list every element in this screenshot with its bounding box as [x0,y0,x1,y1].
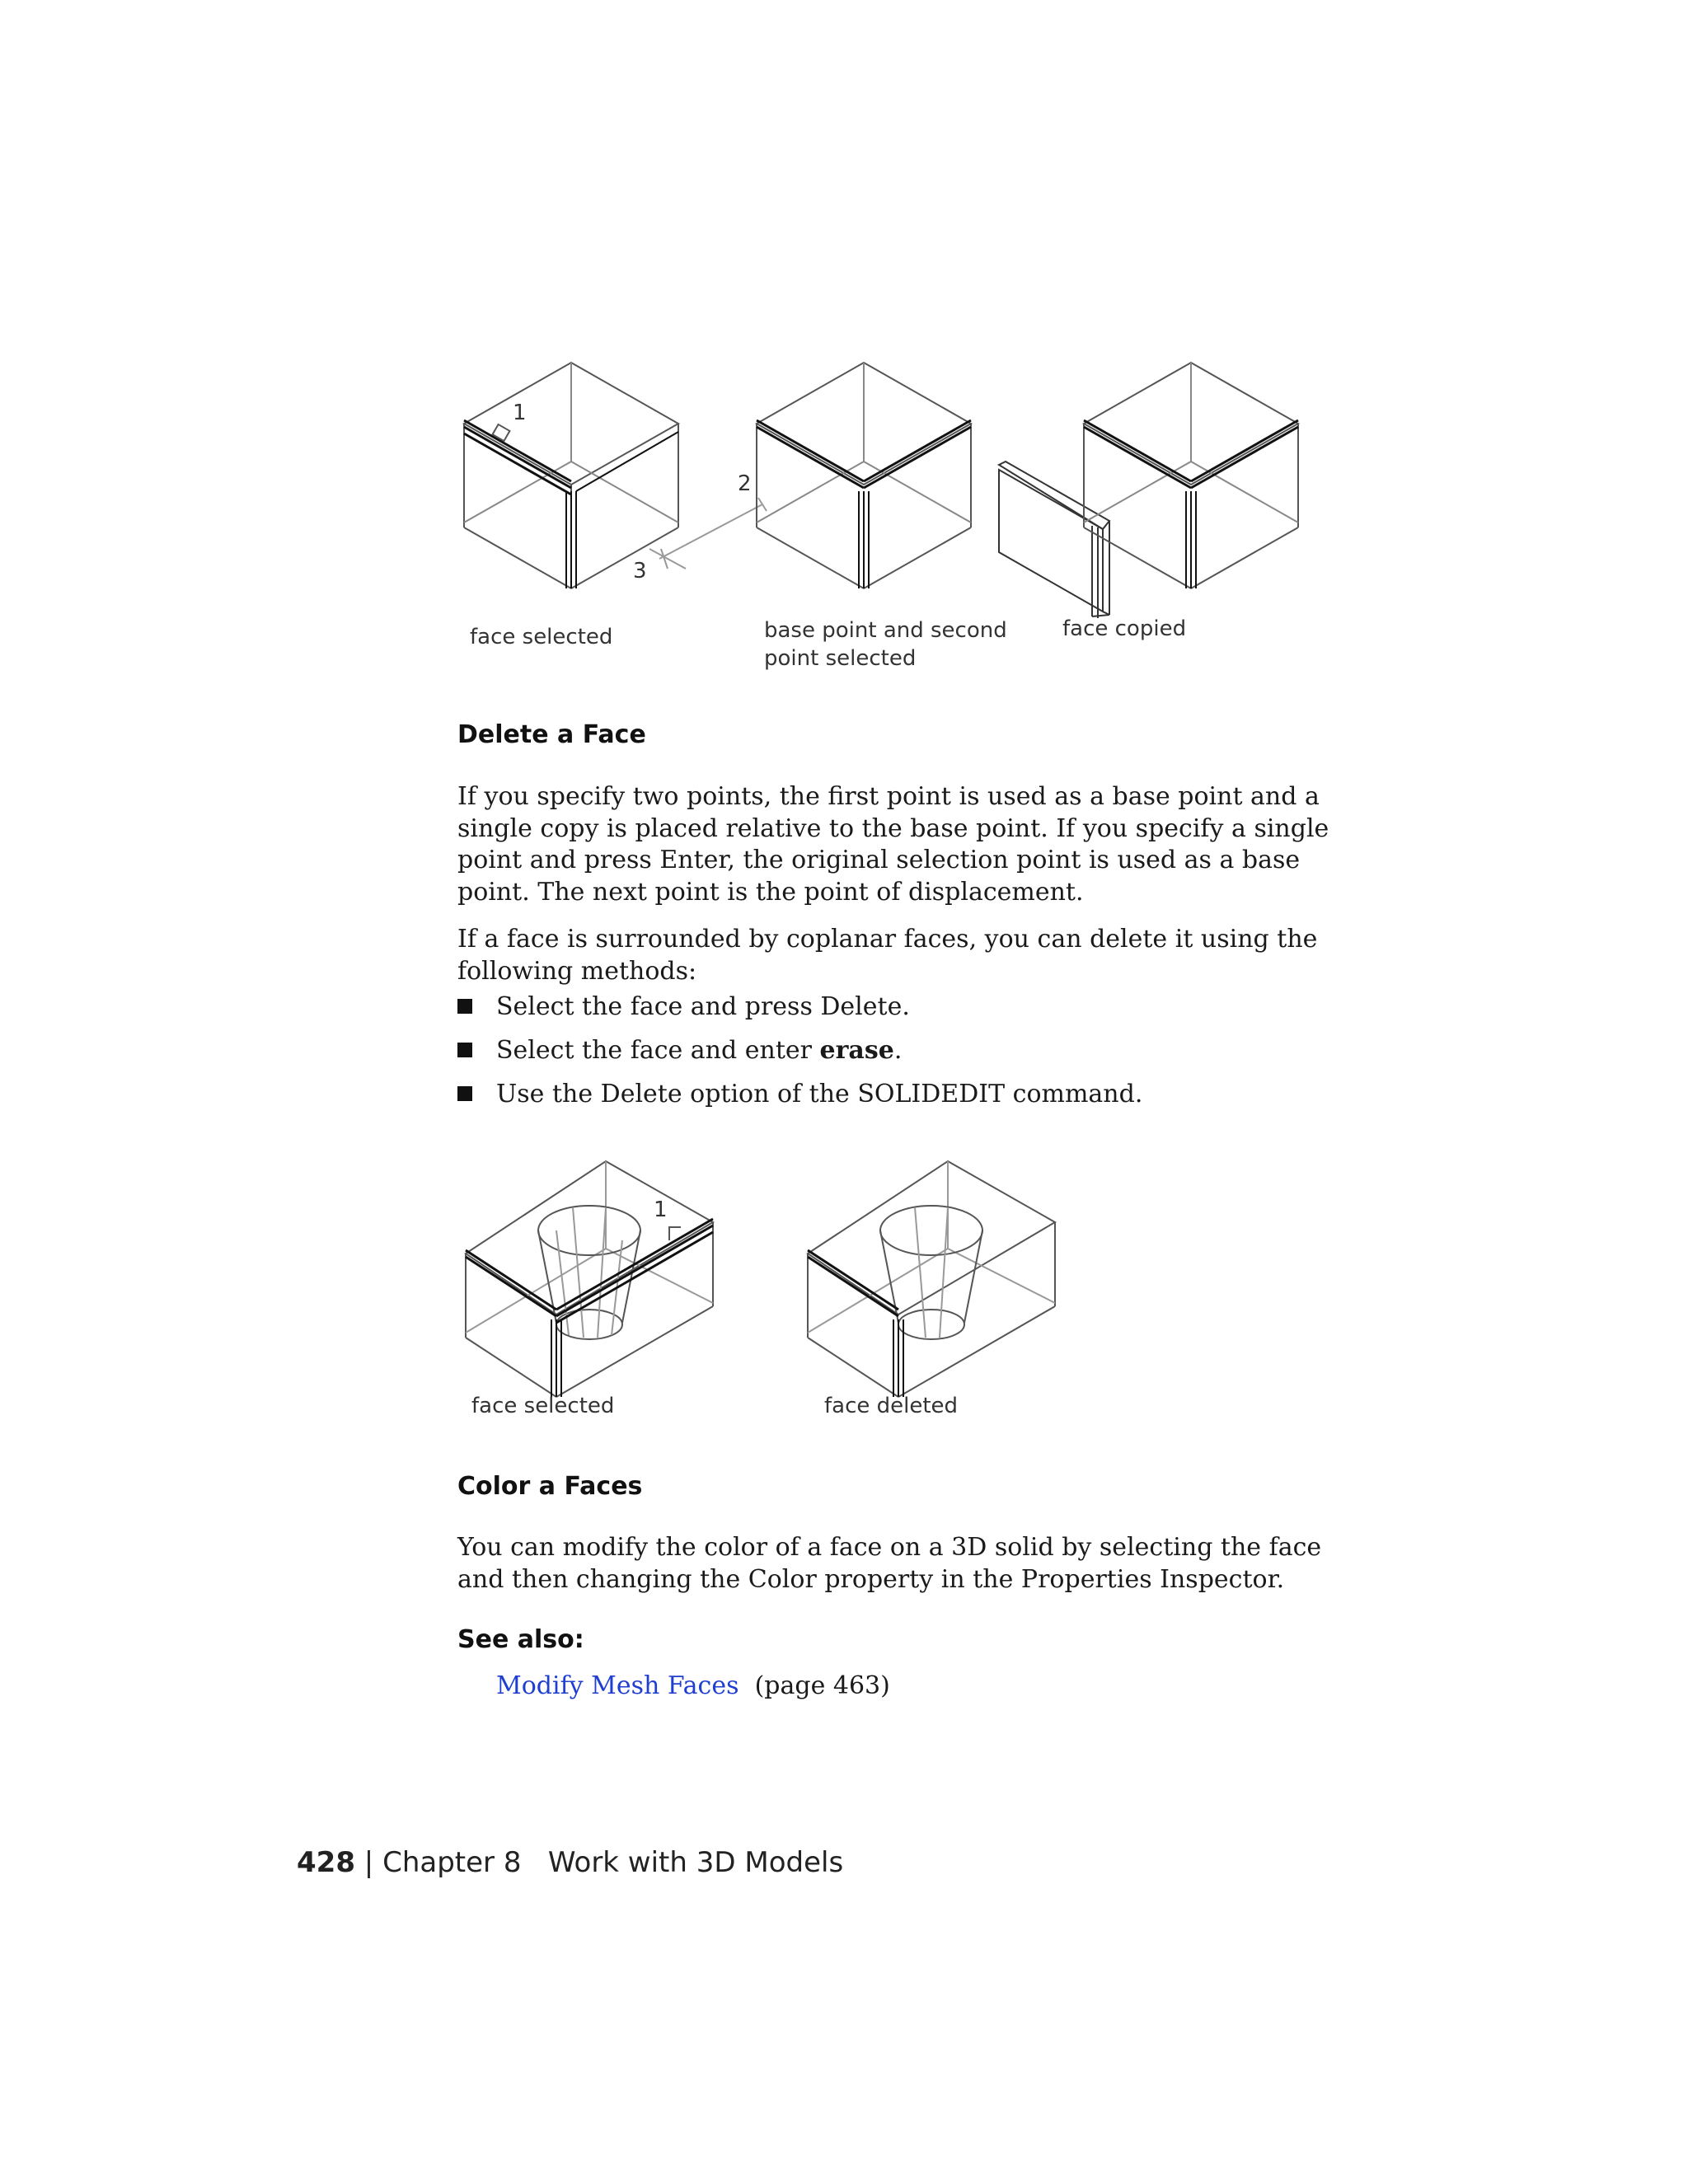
bullet-text: Use the Delete option of the SOLIDEDIT command. [496,1080,1143,1108]
footer-chapter: Chapter 8 [382,1846,522,1879]
box-a-face-selected [466,1161,713,1397]
heading-delete-a-face: Delete a Face [457,720,646,749]
heading-color-a-faces: Color a Faces [457,1472,643,1501]
list-item [457,991,1364,1023]
figure-caption-points-selected-2: point selected [764,646,917,671]
list-item [457,1079,1364,1110]
bullet-text: Select the face and enter erase. [496,1036,903,1065]
see-also-entry [496,1671,890,1702]
command-erase: erase [819,1036,894,1065]
bullet-square-icon [457,999,472,1014]
delete-face-illustration [453,1150,1080,1430]
callout-1: 1 [513,401,527,425]
footer-separator: | [363,1846,374,1879]
figure-caption-points-selected-1: base point and second [764,618,1007,643]
box-1-face-selected [464,363,678,588]
delete-methods-list [457,991,1364,1122]
paragraph-coplanar: If a face is surrounded by coplanar faces, you can delete it using the following methods: [457,925,1318,986]
figure-caption-face-deleted: face deleted [824,1394,959,1418]
box-b-face-deleted [808,1161,1055,1397]
list-item [457,1035,1364,1066]
figure-caption-face-selected: face selected [471,1394,615,1418]
figure-caption-face-selected: face selected [470,625,613,649]
link-page-ref: (page 463) [754,1671,890,1700]
modify-mesh-faces-link[interactable]: Modify Mesh Faces [496,1671,739,1700]
bullet-square-icon [457,1043,472,1057]
paragraph-color: You can modify the color of a face on a 3D solid by selecting the face and then changing the Color property in the Properties Inspector. [457,1533,1322,1594]
bullet-text: Select the face and press Delete. [496,992,910,1021]
figure-copy-face [445,346,1319,692]
figure-caption-face-copied: face copied [1062,616,1187,641]
copied-face-panel [999,462,1109,618]
box-2-points-selected [757,363,971,588]
callout-3: 3 [633,559,647,583]
footer-chapter-title: Work with 3D Models [547,1846,844,1879]
callout-1: 1 [654,1197,668,1222]
figure-delete-face [453,1150,1080,1430]
callout-2: 2 [738,471,752,496]
page-footer [297,1846,843,1879]
paragraph-two-points: If you specify two points, the first point is used as a base point and a single copy is placed relative to the base point. If you specify a single point and press Enter, the original selection point is used as a base point. The next point is the point of displacement. [457,782,1329,907]
box-3-face-copied [1084,363,1298,588]
page-number: 428 [297,1846,355,1879]
bullet-square-icon [457,1086,472,1101]
see-also-label: See also: [457,1625,584,1654]
